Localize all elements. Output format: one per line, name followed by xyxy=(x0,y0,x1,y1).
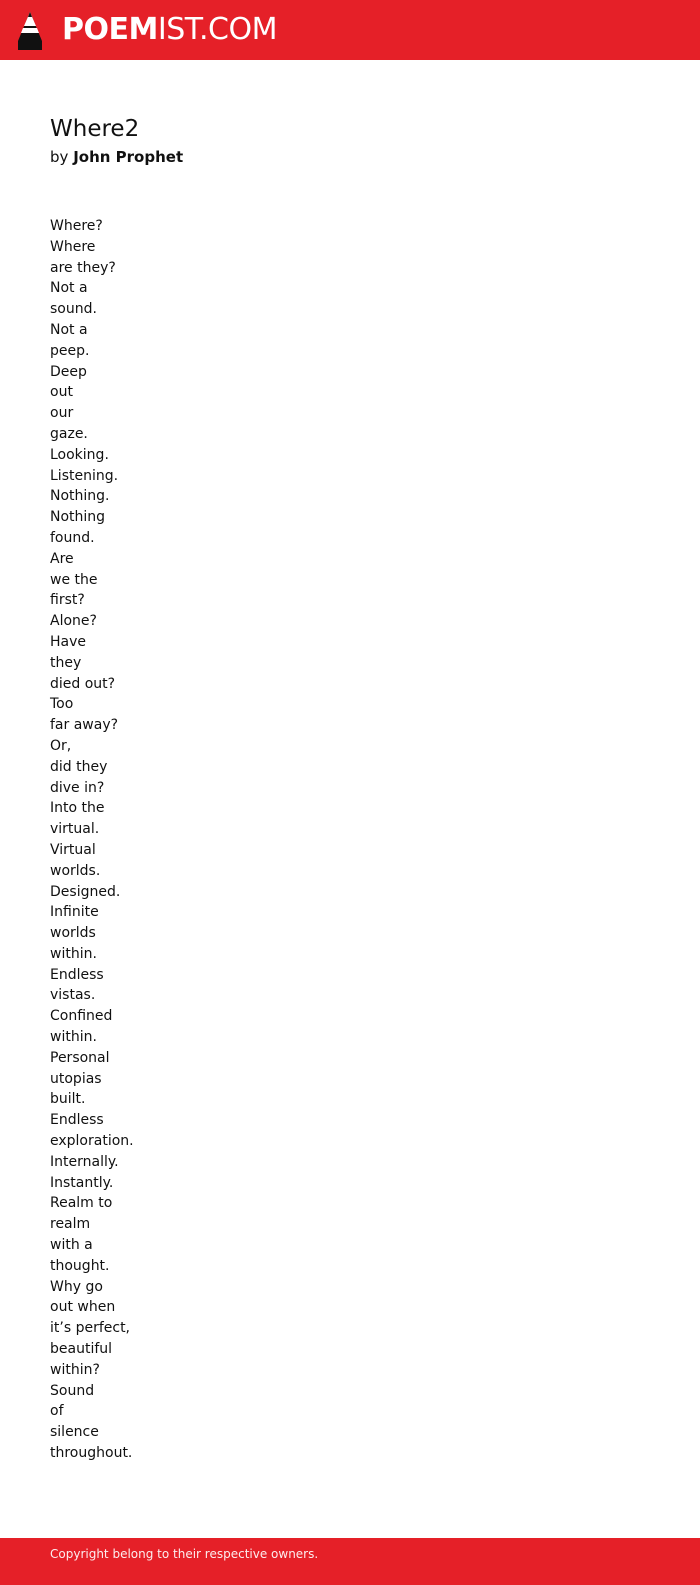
poem-line: Deep xyxy=(50,363,87,380)
poem-line: Confined xyxy=(50,1008,113,1025)
poem-line: built. xyxy=(50,1091,86,1108)
poem-line: Endless xyxy=(50,966,104,983)
poem-line: sound. xyxy=(50,301,97,318)
poem-line: are they? xyxy=(50,259,116,276)
poem-line: within. xyxy=(50,1029,97,1046)
poem-line: Into the xyxy=(50,800,105,817)
poem-line: Designed. xyxy=(50,883,121,900)
poem-author: John Prophet xyxy=(73,148,184,166)
poem-line: out when xyxy=(50,1299,116,1316)
poem-line: Alone? xyxy=(50,613,97,630)
pencil-tip-icon[interactable] xyxy=(17,11,43,51)
poem-line: worlds. xyxy=(50,862,101,879)
poem-line: dive in? xyxy=(50,779,105,796)
poem-line: Instantly. xyxy=(50,1174,114,1191)
site-header xyxy=(0,0,700,60)
poem-line: Where? xyxy=(50,218,103,234)
poem-line: of xyxy=(50,1403,64,1420)
poem-line: Endless xyxy=(50,1112,104,1129)
poem-line: Or, xyxy=(50,737,72,754)
poem-line: out xyxy=(50,384,73,401)
poem-line: Are xyxy=(50,550,74,567)
by-label: by xyxy=(50,148,69,166)
poem-line: beautiful xyxy=(50,1341,113,1358)
poem-line: Have xyxy=(50,633,87,650)
poem-line: it’s perfect, xyxy=(50,1320,131,1337)
poem-line: Too xyxy=(50,696,74,713)
poem-line: died out? xyxy=(50,675,116,692)
poem-body xyxy=(50,216,350,1464)
poem-line: Realm to xyxy=(50,1195,113,1212)
poem-line: within. xyxy=(50,945,97,962)
poem-line: found. xyxy=(50,529,95,546)
poem-line: silence xyxy=(50,1424,99,1441)
poem-line: gaze. xyxy=(50,425,88,442)
poem-line: Not a xyxy=(50,280,88,297)
poem-line: our xyxy=(50,405,74,422)
logo-text-bold: POEM xyxy=(62,12,158,47)
poem-line: throughout. xyxy=(50,1445,133,1462)
poem-line: thought. xyxy=(50,1257,110,1274)
poem-line: Personal xyxy=(50,1049,110,1066)
poem-line: Nothing xyxy=(50,509,106,526)
poem-line: worlds xyxy=(50,925,96,942)
poem-title: Where2 xyxy=(50,116,140,142)
poem-line: exploration. xyxy=(50,1133,134,1150)
poem-line: Looking. xyxy=(50,446,109,463)
poem-line: peep. xyxy=(50,342,90,359)
site-logo[interactable] xyxy=(62,12,277,48)
poem-line: they xyxy=(50,654,82,671)
poem-line: far away? xyxy=(50,717,119,734)
poem-line: realm xyxy=(50,1216,91,1233)
poem-line: Virtual xyxy=(50,841,96,858)
poem-line: we the xyxy=(50,571,98,588)
poem-line: within? xyxy=(50,1361,100,1378)
poem-line: first? xyxy=(50,592,85,609)
logo-text-light: IST.COM xyxy=(157,12,277,47)
poem-line: virtual. xyxy=(50,821,100,838)
poem-byline xyxy=(50,146,183,168)
poem-line: Why go xyxy=(50,1278,103,1295)
poem-line: did they xyxy=(50,758,108,775)
poem-line: Where xyxy=(50,238,96,255)
poem-line: Infinite xyxy=(50,904,99,921)
poem-line: Internally. xyxy=(50,1153,119,1170)
poem-line: vistas. xyxy=(50,987,96,1004)
poem-line: Sound xyxy=(50,1382,95,1399)
poem-line: with a xyxy=(50,1237,93,1254)
poem-line: Nothing. xyxy=(50,488,110,505)
poem-line: utopias xyxy=(50,1070,102,1087)
copyright-text: Copyright belong to their respective owners. xyxy=(50,1547,319,1561)
poem-line: Not a xyxy=(50,321,88,338)
poem-line: Listening. xyxy=(50,467,119,484)
site-footer xyxy=(0,1538,700,1585)
